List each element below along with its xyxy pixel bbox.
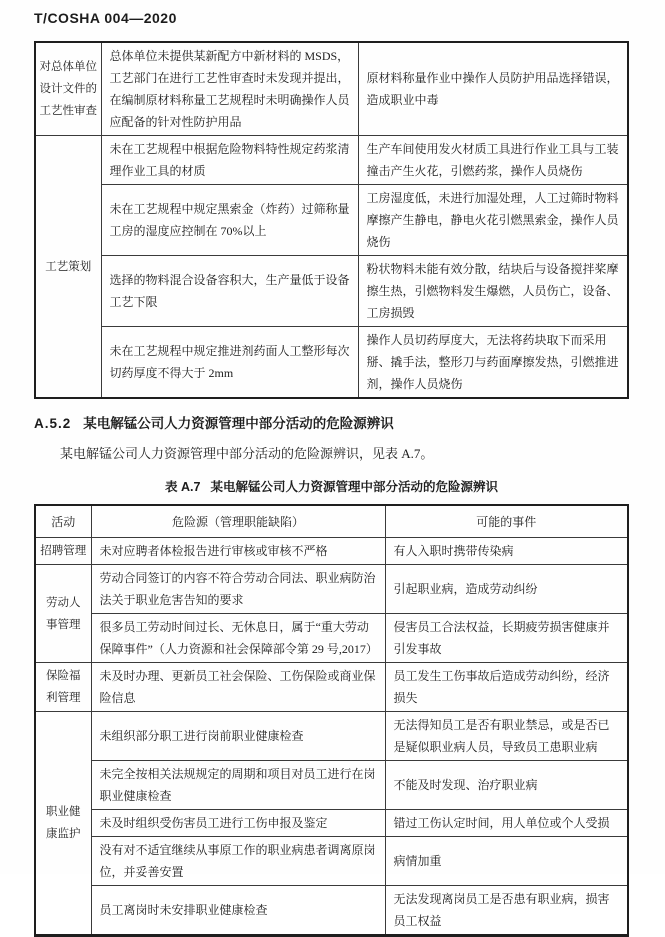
event-cell: 引起职业病，造成劳动纠纷 bbox=[385, 565, 628, 614]
section-title: 某电解锰公司人力资源管理中部分活动的危险源辨识 bbox=[83, 416, 394, 431]
event-cell: 有人入职时携带传染病 bbox=[385, 538, 628, 565]
hazard-cell: 员工离岗时未安排职业健康检查 bbox=[91, 886, 385, 936]
table-caption-title: 某电解锰公司人力资源管理中部分活动的危险源辨识 bbox=[210, 480, 498, 494]
column-header-event: 可能的事件 bbox=[385, 505, 628, 538]
table-a7-hr-hazards bbox=[34, 504, 629, 937]
activity-label: 劳动人事管理 bbox=[46, 596, 81, 631]
activity-cell: 工艺策划 bbox=[35, 136, 101, 399]
hazard-cell: 未及时组织受伤害员工进行工伤申报及鉴定 bbox=[91, 810, 385, 837]
table-row bbox=[35, 663, 628, 712]
table-row bbox=[35, 886, 628, 936]
hazard-cell: 没有对不适宜继续从事原工作的职业病患者调离原岗位，并妥善安置 bbox=[91, 837, 385, 886]
hazard-cell: 未在工艺规程中规定推进剂药面人工整形每次切药厚度不得大于 2mm bbox=[101, 327, 358, 399]
table-row bbox=[35, 185, 628, 256]
hazard-cell: 劳动合同签订的内容不符合劳动合同法、职业病防治法关于职业危害告知的要求 bbox=[91, 565, 385, 614]
table-row bbox=[35, 810, 628, 837]
event-cell: 粉状物料未能有效分散，结块后与设备搅拌桨摩擦生热，引燃物料发生爆燃，人员伤亡，设备、工房损毁 bbox=[358, 256, 628, 327]
table-row bbox=[35, 761, 628, 810]
hazard-cell: 未及时办理、更新员工社会保险、工伤保险或商业保险信息 bbox=[91, 663, 385, 712]
activity-cell bbox=[35, 565, 91, 663]
hazard-cell: 未完全按相关法规规定的周期和项目对员工进行在岗职业健康检查 bbox=[91, 761, 385, 810]
section-heading bbox=[34, 412, 629, 432]
table-header-row bbox=[35, 505, 628, 538]
table-caption-label: 表 A.7 bbox=[165, 480, 201, 494]
hazard-cell: 总体单位未提供某新配方中新材料的 MSDS，工艺部门在进行工艺性审查时未发现并提出，在编制原材料称量工艺规程时未明确操作人员应配备的针对性防护用品 bbox=[101, 42, 358, 136]
hazard-cell: 很多员工劳动时间过长、无休息日，属于“重大劳动保障事件”（人力资源和社会保障部令第 29 号,2017） bbox=[91, 614, 385, 663]
hazard-cell: 选择的物料混合设备容积大，生产量低于设备工艺下限 bbox=[101, 256, 358, 327]
table-row bbox=[35, 614, 628, 663]
table-row bbox=[35, 837, 628, 886]
event-cell: 无法得知员工是否有职业禁忌，或是否已是疑似职业病人员，导致员工患职业病 bbox=[385, 712, 628, 761]
event-cell: 侵害员工合法权益，长期疲劳损害健康并引发事故 bbox=[385, 614, 628, 663]
event-cell: 错过工伤认定时间，用人单位或个人受损 bbox=[385, 810, 628, 837]
hazard-cell: 未组织部分职工进行岗前职业健康检查 bbox=[91, 712, 385, 761]
table-row bbox=[35, 256, 628, 327]
activity-cell: 招聘管理 bbox=[35, 538, 91, 565]
event-cell: 病情加重 bbox=[385, 837, 628, 886]
column-header-hazard: 危险源（管理职能缺陷） bbox=[91, 505, 385, 538]
table-caption bbox=[34, 477, 629, 495]
section-paragraph: 某电解锰公司人力资源管理中部分活动的危险源辨识，见表 A.7。 bbox=[60, 446, 434, 461]
event-cell: 生产车间使用发火材质工具进行作业工具与工装撞击产生火花，引燃药浆，操作人员烧伤 bbox=[358, 136, 628, 185]
table-row bbox=[35, 565, 628, 614]
hazard-cell: 未在工艺规程中规定黑索金（炸药）过筛称量工房的湿度应控制在 70%以上 bbox=[101, 185, 358, 256]
hazard-cell: 未对应聘者体检报告进行审核或审核不严格 bbox=[91, 538, 385, 565]
activity-cell bbox=[35, 663, 91, 712]
column-header-activity: 活动 bbox=[35, 505, 91, 538]
table-row bbox=[35, 538, 628, 565]
event-cell: 员工发生工伤事故后造成劳动纠纷，经济损失 bbox=[385, 663, 628, 712]
event-cell: 操作人员切药厚度大，无法将药块取下而采用掰、撬手法，整形刀与药面摩擦发热，引燃推进剂，操作人员烧伤 bbox=[358, 327, 628, 399]
event-cell: 工房湿度低，未进行加湿处理，人工过筛时物料摩擦产生静电，静电火花引燃黑索金，操作人员烧伤 bbox=[358, 185, 628, 256]
hazard-cell: 未在工艺规程中根据危险物料特性规定药浆清理作业工具的材质 bbox=[101, 136, 358, 185]
table-row bbox=[35, 327, 628, 399]
standard-number: T/COSHA 004—2020 bbox=[34, 10, 177, 26]
activity-cell bbox=[35, 712, 91, 936]
activity-cell: 对总体单位设计文件的工艺性审查 bbox=[35, 42, 101, 136]
table-row bbox=[35, 712, 628, 761]
activity-label: 保险福利管理 bbox=[46, 670, 81, 704]
event-cell: 无法发现离岗员工是否患有职业病，损害员工权益 bbox=[385, 886, 628, 936]
activity-label: 职业健康监护 bbox=[46, 806, 81, 840]
section-number: A.5.2 bbox=[34, 416, 72, 431]
event-cell: 不能及时发现、治疗职业病 bbox=[385, 761, 628, 810]
table-a6-process-hazards bbox=[34, 41, 629, 399]
table-row bbox=[35, 42, 628, 136]
event-cell: 原材料称量作业中操作人员防护用品选择错误，造成职业中毒 bbox=[358, 42, 628, 136]
table-row bbox=[35, 136, 628, 185]
